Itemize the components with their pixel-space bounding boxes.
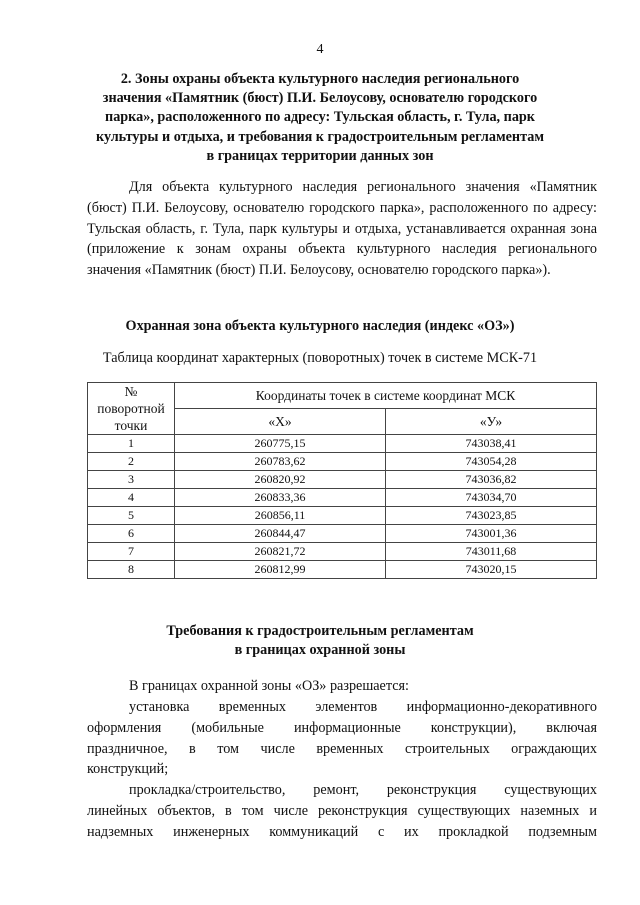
y-value: 743011,68 <box>386 543 597 561</box>
point-number: 8 <box>88 561 175 579</box>
table-row <box>88 453 597 471</box>
point-number: 6 <box>88 525 175 543</box>
point-number: 7 <box>88 543 175 561</box>
table-row <box>88 507 597 525</box>
x-value: 260812,99 <box>175 561 386 579</box>
y-value: 743036,82 <box>386 471 597 489</box>
table-row <box>88 525 597 543</box>
coordinates-table <box>87 382 597 579</box>
x-value: 260833,36 <box>175 489 386 507</box>
requirements-heading-line1: Требования к градостроительным регламентам <box>166 623 474 639</box>
y-value: 743054,28 <box>386 453 597 471</box>
table-row <box>88 471 597 489</box>
x-value: 260775,15 <box>175 435 386 453</box>
column-header-y: «У» <box>386 409 597 435</box>
text-line: установка временных элементов информационно-декоративного <box>129 699 597 715</box>
text-line: конструкций; <box>87 761 169 778</box>
requirement-item-2 <box>87 780 597 842</box>
point-number: 2 <box>88 453 175 471</box>
text-line: линейных объектов, в том числе реконструкция существующих наземных и <box>87 802 597 819</box>
table-row <box>88 489 597 507</box>
x-value: 260821,72 <box>175 543 386 561</box>
table-row <box>88 561 597 579</box>
y-value: 743034,70 <box>386 489 597 507</box>
table-row <box>88 435 597 453</box>
x-value: 260856,11 <box>175 507 386 525</box>
text-line: прокладка/строительство, ремонт, реконструкция существующих <box>129 782 597 798</box>
intro-paragraph: Для объекта культурного наследия регионального значения «Памятник (бюст) П.И. Белоусову, основателю городского парка», расположенного по адресу: Тульская область, г. Тула, парк культуры и отдыха, устанавливается охранная зона (приложение к зонам охраны объекта культурного наследия регионального значения «Памятник (бюст) П.И. Белоусову, основателю городского парка»). <box>87 179 597 279</box>
y-value: 743023,85 <box>386 507 597 525</box>
text-line: надземных инженерных коммуникаций с их прокладкой подземным <box>87 823 597 840</box>
table-row <box>88 543 597 561</box>
point-number: 1 <box>88 435 175 453</box>
point-number: 4 <box>88 489 175 507</box>
requirement-item-1 <box>87 697 597 780</box>
text-line: оформления (мобильные информационные конструкции), включая <box>87 719 597 736</box>
page-number: 4 <box>316 42 324 57</box>
y-value: 743020,15 <box>386 561 597 579</box>
column-header-x: «Х» <box>175 409 386 435</box>
requirements-heading <box>0 622 640 660</box>
column-header-point-number: № поворотной точки <box>88 383 175 435</box>
x-value: 260820,92 <box>175 471 386 489</box>
y-value: 743001,36 <box>386 525 597 543</box>
table-caption: Таблица координат характерных (поворотных) точек в системе МСК-71 <box>102 350 538 366</box>
requirements-heading-line2: в границах охранной зоны <box>234 642 406 658</box>
point-number: 5 <box>88 507 175 525</box>
allowed-intro: В границах охранной зоны «ОЗ» разрешается: <box>129 678 409 694</box>
text-line: праздничное, в том числе временных строительных ограждающих <box>87 740 597 757</box>
x-value: 260844,47 <box>175 525 386 543</box>
y-value: 743038,41 <box>386 435 597 453</box>
section-heading: 2. Зоны охраны объекта культурного наследия регионального значения «Памятник (бюст) П.И. Белоусову, основателю городского парка», расположенного по адресу: Тульская область, г. Тула, парк культуры и отдыха, и требования к градостроительным регламентам в границах территории данных зон <box>95 71 544 164</box>
column-header-coordinates: Координаты точек в системе координат МСК <box>175 383 597 409</box>
x-value: 260783,62 <box>175 453 386 471</box>
point-number: 3 <box>88 471 175 489</box>
zone-title: Охранная зона объекта культурного наследия (индекс «ОЗ») <box>125 318 515 334</box>
